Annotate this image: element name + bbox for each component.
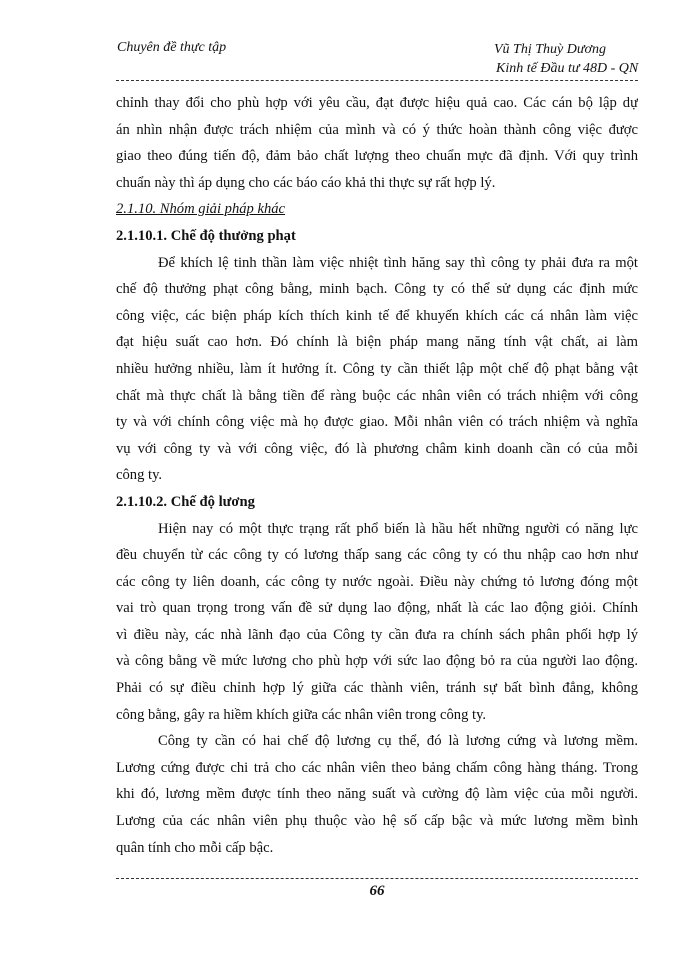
text-line: đều chuyển từ các công ty có lương thấp sang các công ty có thu nhập cao hơn như — [116, 547, 638, 564]
text-line: các công ty liên doanh, các công ty nước ngoài. Điều này chứng tỏ lương đóng một — [116, 573, 638, 590]
text-line: vụ với công ty và với công việc, đó là phương châm kinh doanh cần có của mỗi — [116, 440, 638, 457]
paragraph-salary-2 — [116, 728, 638, 861]
text-line: công bằng, gây ra hiềm khích giữa các nhân viên trong công ty. — [116, 706, 487, 723]
header-author-name: Vũ Thị Thuỳ Dương — [494, 42, 606, 57]
text-line: chỉnh thay đổi cho phù hợp với yêu cầu, đạt được hiệu quả cao. Các cán bộ lập dự — [116, 95, 638, 111]
heading-salary: 2.1.10.2. Chế độ lương — [116, 493, 255, 510]
footer-divider — [116, 878, 638, 879]
header-author-block — [494, 40, 638, 78]
text-line: chất mà thực chất là bằng tiền để ràng buộc các nhân viên có trách nhiệm với công — [116, 387, 638, 404]
section-subheading: 2.1.10. Nhóm giải pháp khác — [116, 201, 286, 218]
header-class-name: Kinh tế Đầu tư 48D - QN — [496, 61, 639, 76]
paragraph-reward-penalty — [116, 250, 638, 489]
page-body — [116, 90, 638, 861]
header-report-title: Chuyên đề thực tập — [117, 40, 227, 55]
text-line: ty và với chính công việc mà họ được giao. Mỗi nhân viên có trách nhiệm và nghĩa — [116, 414, 638, 431]
text-line: án nhìn nhận được trách nhiệm của mình và có ý thức hoàn thành công việc được — [116, 121, 638, 138]
text-line: Lương của các nhân viên phụ thuộc vào hệ số cấp bậc và mức lương mềm bình — [116, 813, 638, 830]
text-line: giao theo đúng tiến độ, đảm bảo chất lượng theo chuẩn mực đã định. Với quy trình — [116, 148, 638, 165]
text-line: quân tính cho mỗi cấp bậc. — [116, 839, 274, 856]
heading-reward-penalty: 2.1.10.1. Chế độ thưởng phạt — [116, 227, 296, 244]
text-line: nhiều hưởng nhiều, làm ít hưởng ít. Công ty cần thiết lập một chế độ phạt bằng vật — [116, 360, 638, 377]
text-line: Phải có sự điều chỉnh hợp lý giữa các thành viên, tránh sự bất bình đẳng, không — [116, 680, 638, 697]
text-line: công ty. — [116, 467, 163, 484]
header-divider — [116, 80, 638, 81]
text-line: khi đó, lương mềm được tính theo năng suất và cường độ làm việc của mỗi người. — [116, 786, 638, 803]
text-line: công việc, các biện pháp kích thích kinh tế để khuyến khích các cá nhân làm việc — [116, 307, 638, 324]
page-number: 66 — [369, 883, 385, 899]
paragraph-salary-1 — [116, 516, 638, 729]
text-line: chuẩn này thì áp dụng cho các báo cáo khả thi thực sự rất hợp lý. — [116, 174, 496, 191]
text-line: vì điều này, các nhà lãnh đạo của Công ty cần đưa ra chính sách phân phối hợp lý — [116, 626, 638, 643]
text-line: vai trò quan trọng trong vấn đề sử dụng lao động, nhất là các lao động giỏi. Chính — [116, 600, 638, 617]
text-line: Lương cứng được chi trả cho các nhân viên theo bảng chấm công hàng tháng. Trong — [116, 759, 638, 776]
text-line: đạt hiệu suất cao hơn. Đó chính là biện pháp mang năng tính vật chất, ai làm — [116, 334, 638, 351]
text-line: chế độ thưởng phạt công bằng, minh bạch. Công ty có thể sử dụng các định mức — [116, 281, 638, 298]
text-line: Hiện nay có một thực trạng rất phổ biến là hầu hết những người có năng lực — [158, 520, 638, 537]
paragraph-intro — [116, 90, 638, 196]
text-line: Để khích lệ tinh thần làm việc nhiệt tình hăng say thì công ty phải đưa ra một — [158, 254, 638, 271]
text-line: và công bằng về mức lương cho phù hợp với sức lao động bỏ ra của người lao động. — [116, 653, 638, 670]
text-line: Công ty cần có hai chế độ lương cụ thể, đó là lương cứng và lương mềm. — [158, 733, 638, 750]
